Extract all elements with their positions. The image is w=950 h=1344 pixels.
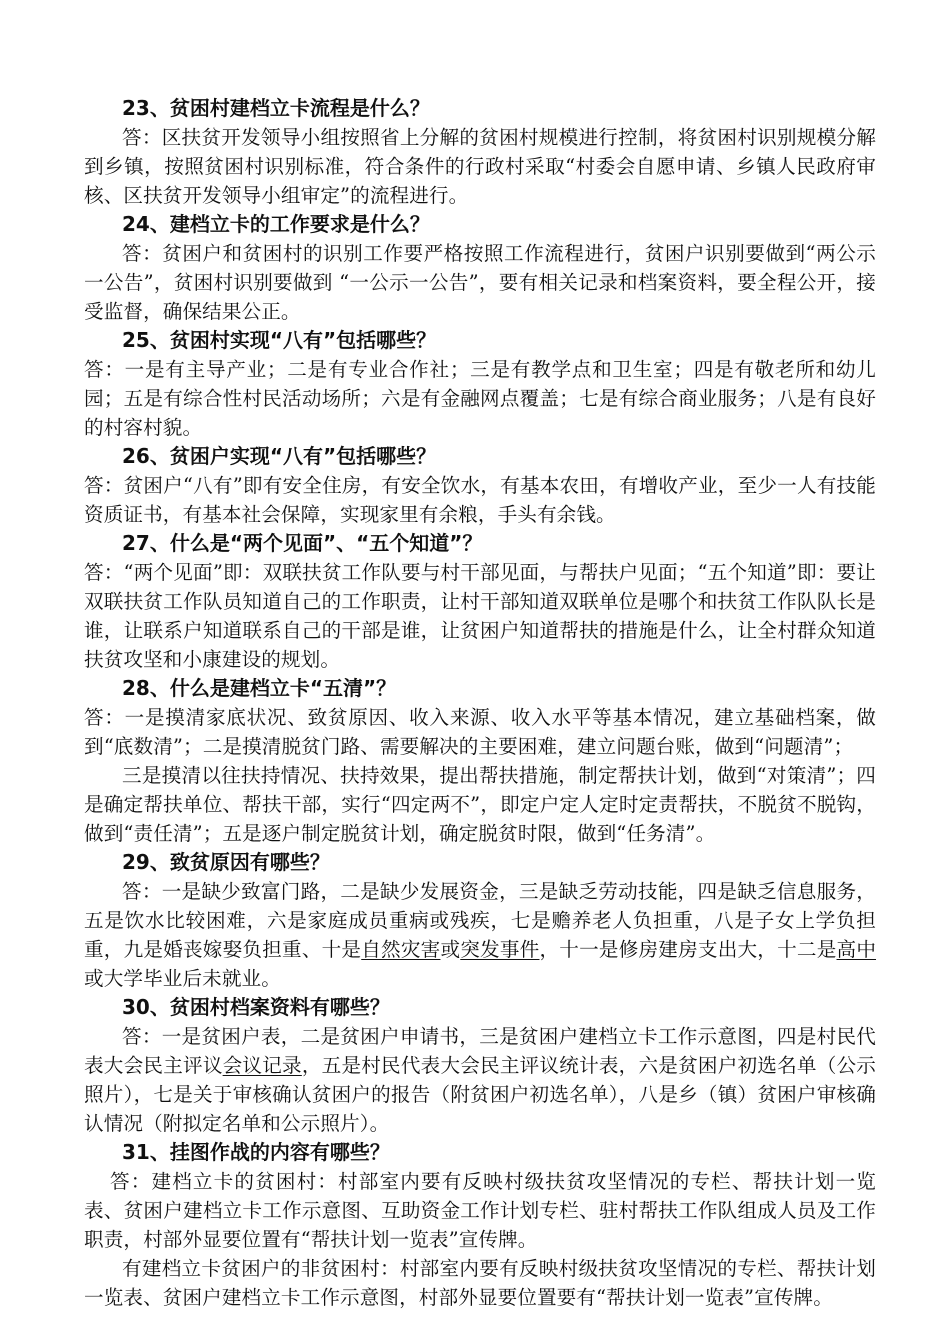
question-25: 25、贫困村实现“八有”包括哪些？ <box>122 328 437 352</box>
natural-disaster-link[interactable]: 自然灾害 <box>361 938 441 961</box>
high-school-link[interactable]: 高中 <box>836 938 877 961</box>
answer-30-text-a: 答：一是贫困户表，二是贫困户申请书，三是贫困户建档立卡工作示意图，四是村民代表大会民主评议 <box>84 1025 876 1077</box>
answer-29 <box>84 877 876 993</box>
answer-24: 答：贫困户和贫困村的识别工作要严格按照工作流程进行，贫困户识别要做到“两公示一公告”，贫困村识别要做到 “一公示一公告”，要有相关记录和档案资料，要全程公开，接受监督，确保结果公正。 <box>84 242 876 323</box>
answer-29-text-d: 或大学毕业后未就业。 <box>84 967 281 990</box>
question-30: 30、贫困村档案资料有哪些？ <box>122 995 390 1019</box>
answer-30-text-b: ，五是村民代表大会民主评议统计表，六是贫困户初选名单（公示照片），七是关于审核确认贫困户的报告（附贫困户初选名单），八是乡（镇）贫困户审核确认情况（附拟定名单和公示照片）。 <box>84 1054 877 1135</box>
answer-31-part1: 答：建档立卡的贫困村：村部室内要有反映村级扶贫攻坚情况的专栏、帮扶计划一览表、贫困户建档立卡工作示意图、互助资金工作计划专栏、驻村帮扶工作队组成人员及工作职责，村部外显要位置有“帮扶计划一览表”宣传牌。 <box>84 1170 876 1251</box>
answer-29-text-b: 或 <box>440 938 461 961</box>
answer-30 <box>84 1022 876 1138</box>
answer-25: 答：一是有主导产业；二是有专业合作社；三是有教学点和卫生室；四是有敬老所和幼儿园；五是有综合性村民活动场所；六是有金融网点覆盖；七是有综合商业服务；八是有良好的村容村貌。 <box>84 358 876 439</box>
question-26: 26、贫困户实现“八有”包括哪些？ <box>122 444 437 468</box>
document-body <box>84 94 876 1312</box>
answer-28-part2: 三是摸清以往扶持情况、扶持效果，提出帮扶措施，制定帮扶计划，做到“对策清”；四是确定帮扶单位、帮扶干部，实行“四定两不”，即定户定人定时定责帮扶，不脱贫不脱钩，做到“责任清”；五是逐户制定脱贫计划，确定脱贫时限，做到“任务清”。 <box>84 764 876 845</box>
answer-28-part1: 答：一是摸清家底状况、致贫原因、收入来源、收入水平等基本情况，建立基础档案，做到“底数清”；二是摸清脱贫门路、需要解决的主要困难，建立问题台账，做到“问题清”； <box>84 706 876 758</box>
answer-29-text-a: 答：一是缺少致富门路，二是缺少发展资金，三是缺乏劳动技能，四是缺乏信息服务，五是饮水比较困难，六是家庭成员重病或残疾，七是赡养老人负担重，八是子女上学负担重，九是婚丧嫁娶负担重、十是 <box>84 880 876 961</box>
question-27: 27、什么是“两个见面”、“五个知道”？ <box>122 531 483 555</box>
answer-26: 答：贫困户“八有”即有安全住房，有安全饮水，有基本农田，有增收产业，至少一人有技能资质证书，有基本社会保障，实现家里有余粮，手头有余钱。 <box>84 474 876 526</box>
question-24: 24、建档立卡的工作要求是什么？ <box>122 212 430 236</box>
question-31: 31、挂图作战的内容有哪些？ <box>122 1140 390 1164</box>
answer-29-text-c: ，十一是修房建房支出大，十二是 <box>539 938 837 961</box>
answer-27: 答：“两个见面”即：双联扶贫工作队要与村干部见面，与帮扶户见面；“五个知道”即：要让双联扶贫工作队员知道自己的工作职责，让村干部知道双联单位是哪个和扶贫工作队队长是谁，让联系户知道联系自己的干部是谁，让贫困户知道帮扶的措施是什么，让全村群众知道扶贫攻坚和小康建设的规划。 <box>84 561 876 671</box>
emergency-event-link[interactable]: 突发事件 <box>460 938 540 961</box>
answer-31-part2: 有建档立卡贫困户的非贫困村：村部室内要有反映村级扶贫攻坚情况的专栏、帮扶计划一览表、贫困户建档立卡工作示意图，村部外显要位置要有“帮扶计划一览表”宣传牌。 <box>84 1257 876 1309</box>
answer-23: 答：区扶贫开发领导小组按照省上分解的贫困村规模进行控制，将贫困村识别规模分解到乡镇，按照贫困村识别标准，符合条件的行政村采取“村委会自愿申请、乡镇人民政府审核、区扶贫开发领导小组审定”的流程进行。 <box>84 126 876 207</box>
question-28: 28、什么是建档立卡“五清”？ <box>122 676 397 700</box>
meeting-record-link[interactable]: 会议记录 <box>222 1054 302 1077</box>
question-29: 29、致贫原因有哪些？ <box>122 850 330 874</box>
question-23: 23、贫困村建档立卡流程是什么？ <box>122 96 430 120</box>
